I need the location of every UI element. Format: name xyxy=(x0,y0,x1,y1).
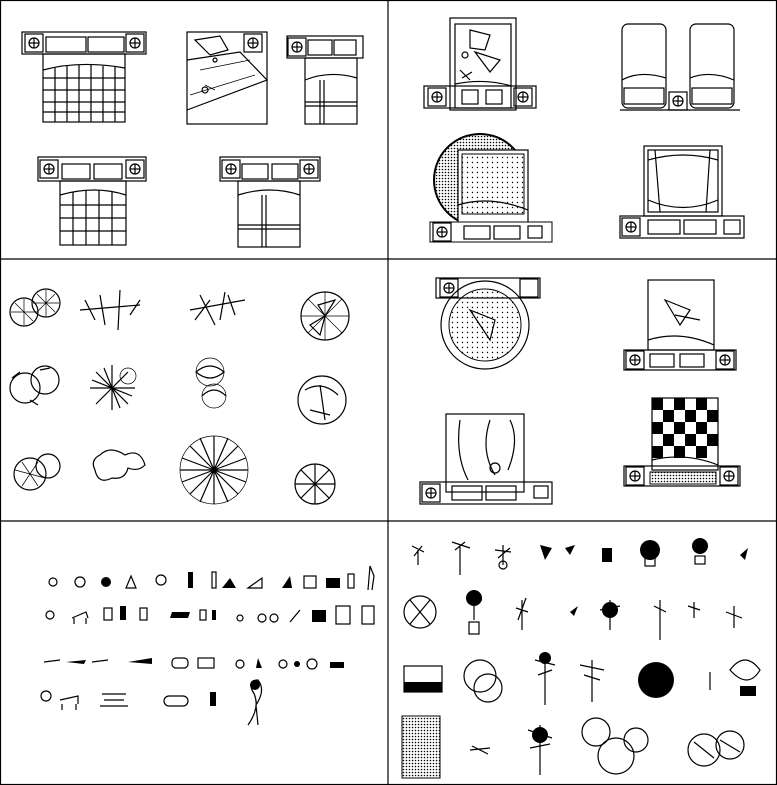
bed-round-rug xyxy=(430,134,552,242)
bed-grid-large xyxy=(38,157,146,245)
plant-row-2 xyxy=(404,590,742,640)
bed-round-platform xyxy=(436,278,540,369)
accessory-row-4 xyxy=(41,680,262,725)
plant-row-1 xyxy=(412,538,748,575)
panel-plants xyxy=(402,538,760,778)
accessory-row-3 xyxy=(44,658,344,669)
tree-irregular xyxy=(93,450,145,480)
tree-branching xyxy=(190,292,245,325)
panel-beds-a xyxy=(22,32,363,247)
tree-round-3 xyxy=(295,464,335,504)
tree-cluster-1 xyxy=(10,289,60,326)
tree-star-burst-1 xyxy=(90,365,136,410)
bed-wavy xyxy=(420,414,552,504)
tree-round-2 xyxy=(298,376,346,424)
panel-trees xyxy=(10,289,349,504)
panel-accessories xyxy=(41,566,374,725)
panel-beds-c xyxy=(420,278,740,504)
tree-shrub-branch xyxy=(80,290,140,330)
tree-cluster-3 xyxy=(14,454,60,490)
bed-checkerboard xyxy=(624,398,740,486)
bed-diagonal-single xyxy=(187,32,267,124)
tree-round-1 xyxy=(301,292,349,340)
accessory-row-1 xyxy=(49,566,374,590)
bed-grid-double xyxy=(22,32,146,122)
tree-cluster-2 xyxy=(10,366,59,405)
panel-beds-b xyxy=(424,18,744,242)
plant-row-3 xyxy=(404,652,760,705)
bed-single-cross xyxy=(287,36,363,124)
tree-star-burst-2 xyxy=(180,436,248,504)
bed-folded-corner xyxy=(624,280,736,370)
bed-twin-pair xyxy=(620,24,740,110)
accessory-row-2 xyxy=(46,606,374,624)
bed-canopy xyxy=(620,146,744,238)
plant-row-4 xyxy=(402,716,744,778)
bed-double-cross xyxy=(220,157,320,247)
bed-scattered-pillows xyxy=(424,18,536,110)
tree-swirl xyxy=(196,358,226,408)
